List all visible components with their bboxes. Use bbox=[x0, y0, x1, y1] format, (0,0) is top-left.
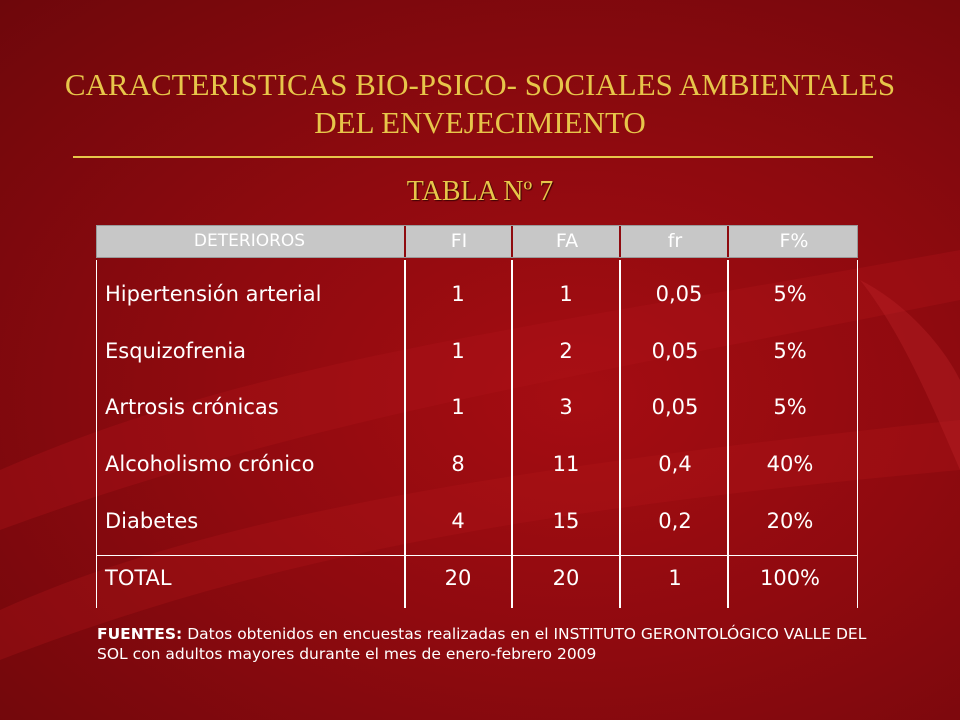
header-divider bbox=[619, 226, 621, 257]
sources-text: Datos obtenidos en encuestas realizadas en el INSTITUTO GERONTOLÓGICO VALLE DEL SOL con adultos mayores durante el mes de enero-febrero 2009 bbox=[97, 625, 867, 663]
row-fr: 0,2 bbox=[658, 509, 692, 533]
header-fr: fr bbox=[667, 230, 683, 252]
row-fpercent: 5% bbox=[773, 339, 807, 363]
total-fi: 20 bbox=[444, 566, 472, 590]
sources-label: FUENTES: bbox=[97, 625, 183, 643]
table-total-row bbox=[96, 558, 858, 598]
row-label: Esquizofrenia bbox=[105, 339, 247, 363]
total-label: TOTAL bbox=[105, 566, 172, 590]
total-separator-line bbox=[96, 555, 858, 556]
row-fpercent: 40% bbox=[766, 452, 814, 476]
header-divider bbox=[727, 226, 729, 257]
header-fpercent: F% bbox=[779, 230, 809, 252]
row-fr: 0,05 bbox=[651, 395, 699, 419]
total-fpercent: 100% bbox=[759, 566, 821, 590]
row-fpercent: 5% bbox=[773, 395, 807, 419]
header-divider bbox=[404, 226, 406, 257]
slide-title bbox=[30, 66, 930, 142]
row-fa: 2 bbox=[559, 339, 573, 363]
row-label: Diabetes bbox=[105, 509, 199, 533]
header-fi: FI bbox=[450, 230, 468, 252]
row-fa: 15 bbox=[552, 509, 580, 533]
table-row bbox=[96, 331, 858, 371]
table-row bbox=[96, 444, 858, 484]
row-fa: 1 bbox=[559, 282, 573, 306]
total-fr: 1 bbox=[668, 566, 682, 590]
row-label: Alcoholismo crónico bbox=[105, 452, 315, 476]
slide-title-line2: DEL ENVEJECIMIENTO bbox=[314, 105, 646, 140]
row-fi: 1 bbox=[451, 395, 465, 419]
row-fa: 11 bbox=[552, 452, 580, 476]
row-fpercent: 5% bbox=[773, 282, 807, 306]
row-fi: 1 bbox=[451, 282, 465, 306]
row-fi: 4 bbox=[451, 509, 465, 533]
slide-title-line1: CARACTERISTICAS BIO-PSICO- SOCIALES AMBIENTALES bbox=[64, 67, 896, 102]
table-row bbox=[96, 501, 858, 541]
header-divider bbox=[511, 226, 513, 257]
title-underline-divider bbox=[73, 156, 873, 158]
row-fr: 0,05 bbox=[655, 282, 703, 306]
row-fa: 3 bbox=[559, 395, 573, 419]
row-label: Hipertensión arterial bbox=[105, 282, 322, 306]
header-deterioros: DETERIOROS bbox=[193, 231, 306, 251]
row-fr: 0,05 bbox=[651, 339, 699, 363]
table-row bbox=[96, 274, 858, 314]
table-body bbox=[96, 260, 858, 608]
total-fa: 20 bbox=[552, 566, 580, 590]
row-fi: 8 bbox=[451, 452, 465, 476]
row-label: Artrosis crónicas bbox=[105, 395, 279, 419]
table-title: TABLA Nº 7 bbox=[406, 176, 554, 207]
header-fa: FA bbox=[555, 230, 579, 252]
row-fr: 0,4 bbox=[658, 452, 692, 476]
row-fpercent: 20% bbox=[766, 509, 814, 533]
table-row bbox=[96, 387, 858, 427]
table-header-row bbox=[96, 225, 858, 258]
row-fi: 1 bbox=[451, 339, 465, 363]
sources-note bbox=[97, 624, 867, 664]
